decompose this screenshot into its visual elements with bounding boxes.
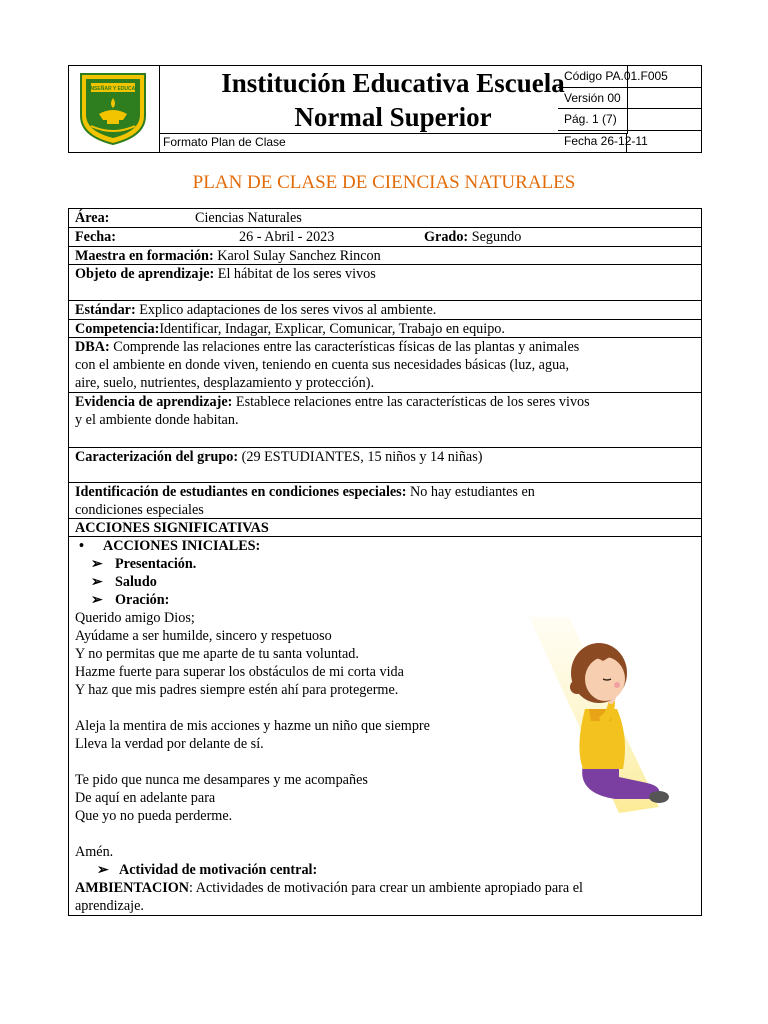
row-maestra bbox=[69, 247, 701, 265]
prayer-line: Querido amigo Dios; bbox=[75, 610, 195, 626]
prayer-line: De aquí en adelante para bbox=[75, 790, 216, 806]
bullet-icon: • bbox=[79, 538, 84, 554]
evidencia-line-1: Establece relaciones entre las características de los seres vivos bbox=[232, 394, 590, 410]
acciones-iniciales-label: ACCIONES INICIALES: bbox=[103, 538, 261, 554]
dba-line-1: Comprende las relaciones entre las características físicas de las plantas y animales bbox=[109, 339, 580, 355]
prayer-line: Y no permitas que me aparte de tu santa voluntad. bbox=[75, 646, 359, 662]
identificacion-label: Identificación de estudiantes en condiciones especiales: bbox=[75, 484, 407, 500]
identificacion-line-1: No hay estudiantes en bbox=[406, 484, 535, 500]
item-oracion bbox=[75, 591, 695, 609]
area-value: Ciencias Naturales bbox=[195, 210, 302, 226]
oracion-label: Oración: bbox=[115, 592, 170, 608]
row-dba bbox=[69, 338, 701, 393]
estandar-value: Explico adaptaciones de los seres vivos al ambiente. bbox=[135, 302, 437, 318]
maestra-label: Maestra en formación: bbox=[75, 248, 214, 264]
arrow-icon: ➢ bbox=[91, 556, 103, 572]
estandar-label: Estándar: bbox=[75, 302, 136, 318]
format-label: Formato Plan de Clase bbox=[159, 133, 627, 152]
prayer-line: Y haz que mis padres siempre estén ahí para protegerme. bbox=[75, 682, 399, 698]
item-motivacion bbox=[75, 861, 695, 879]
plan-title: PLAN DE CLASE DE CIENCIAS NATURALES bbox=[192, 172, 576, 193]
ambientacion-label: AMBIENTACION bbox=[75, 880, 190, 896]
item-presentacion bbox=[75, 555, 695, 573]
row-evidencia bbox=[69, 393, 701, 448]
prayer-line: Te pido que nunca me desampares y me acompañes bbox=[75, 772, 368, 788]
evidencia-line-2: y el ambiente donde habitan. bbox=[75, 412, 239, 428]
date-field: Fecha 26-12-11 bbox=[564, 133, 648, 148]
logo-cell bbox=[69, 66, 160, 152]
identificacion-line-2: condiciones especiales bbox=[75, 502, 204, 518]
page-field: Pág. 1 (7) bbox=[558, 109, 701, 131]
area-label: Área: bbox=[75, 210, 110, 226]
saludo-label: Saludo bbox=[115, 574, 157, 590]
dba-line-2: con el ambiente en donde viven, teniendo en cuenta sus necesidades básicas (luz, agua, bbox=[75, 357, 570, 373]
grado-value: Segundo bbox=[468, 229, 522, 245]
title-line-1: Institución Educativa Escuela bbox=[221, 68, 565, 98]
prayer-line: Aleja la mentira de mis acciones y hazme un niño que siempre bbox=[75, 718, 430, 734]
svg-text:ENSEÑAR Y EDUCAR: ENSEÑAR Y EDUCAR bbox=[87, 86, 139, 92]
ambientacion-line-2: aprendizaje. bbox=[75, 898, 144, 914]
row-competencia bbox=[69, 320, 701, 338]
code-field: Código PA.01.F005 bbox=[558, 66, 701, 88]
dba-line-3: aire, suelo, nutrientes, desplazamiento y protección). bbox=[75, 375, 375, 391]
row-estandar bbox=[69, 301, 701, 320]
maestra-value: Karol Sulay Sanchez Rincon bbox=[213, 248, 381, 264]
version-field: Versión 00 bbox=[558, 88, 701, 110]
prayer-line: Lleva la verdad por delante de sí. bbox=[75, 736, 264, 752]
competencia-label: Competencia: bbox=[75, 321, 160, 337]
fecha-label: Fecha: bbox=[75, 229, 116, 245]
ambientacion-line-1: : Actividades de motivación para crear un ambiente apropiado para el bbox=[189, 880, 583, 896]
objeto-value: El hábitat de los seres vivos bbox=[214, 266, 376, 282]
prayer-line bbox=[75, 825, 695, 843]
praying-girl-illustration bbox=[519, 617, 679, 817]
presentacion-label: Presentación. bbox=[115, 556, 197, 572]
objeto-label: Objeto de aprendizaje: bbox=[75, 266, 215, 282]
row-fecha bbox=[69, 228, 701, 247]
competencia-value: Identificar, Indagar, Explicar, Comunicar, Trabajo en equipo. bbox=[159, 321, 505, 337]
ambientacion bbox=[75, 879, 695, 897]
grado-label: Grado: bbox=[424, 229, 469, 245]
evidencia-label: Evidencia de aprendizaje: bbox=[75, 394, 233, 410]
acciones-label: ACCIONES SIGNIFICATIVAS bbox=[75, 520, 269, 536]
row-objeto bbox=[69, 265, 701, 301]
school-logo-icon bbox=[77, 70, 149, 146]
row-acciones bbox=[69, 519, 701, 537]
dba-label: DBA: bbox=[75, 339, 110, 355]
caracterizacion-value: (29 ESTUDIANTES, 15 niños y 14 niñas) bbox=[238, 449, 483, 465]
prayer-line: Ayúdame a ser humilde, sincero y respetuoso bbox=[75, 628, 332, 644]
row-caracterizacion bbox=[69, 448, 701, 483]
document-header bbox=[68, 65, 702, 153]
item-saludo bbox=[75, 573, 695, 591]
document-meta bbox=[558, 66, 701, 152]
arrow-icon: ➢ bbox=[91, 574, 103, 590]
plan-table bbox=[68, 208, 702, 916]
title-line-2: Normal Superior bbox=[294, 102, 492, 132]
motivacion-label: Actividad de motivación central: bbox=[119, 862, 318, 878]
fecha-value: 26 - Abril - 2023 bbox=[239, 229, 335, 245]
prayer-line: Hazme fuerte para superar los obstáculos de mi corta vida bbox=[75, 664, 404, 680]
row-identificacion bbox=[69, 483, 701, 519]
arrow-icon: ➢ bbox=[97, 862, 109, 878]
acciones-iniciales bbox=[75, 537, 695, 555]
caracterizacion-label: Caracterización del grupo: bbox=[75, 449, 239, 465]
prayer-line: Amén. bbox=[75, 844, 114, 860]
row-area bbox=[69, 209, 701, 228]
prayer-line: Que yo no pueda perderme. bbox=[75, 808, 233, 824]
arrow-icon: ➢ bbox=[91, 592, 103, 608]
